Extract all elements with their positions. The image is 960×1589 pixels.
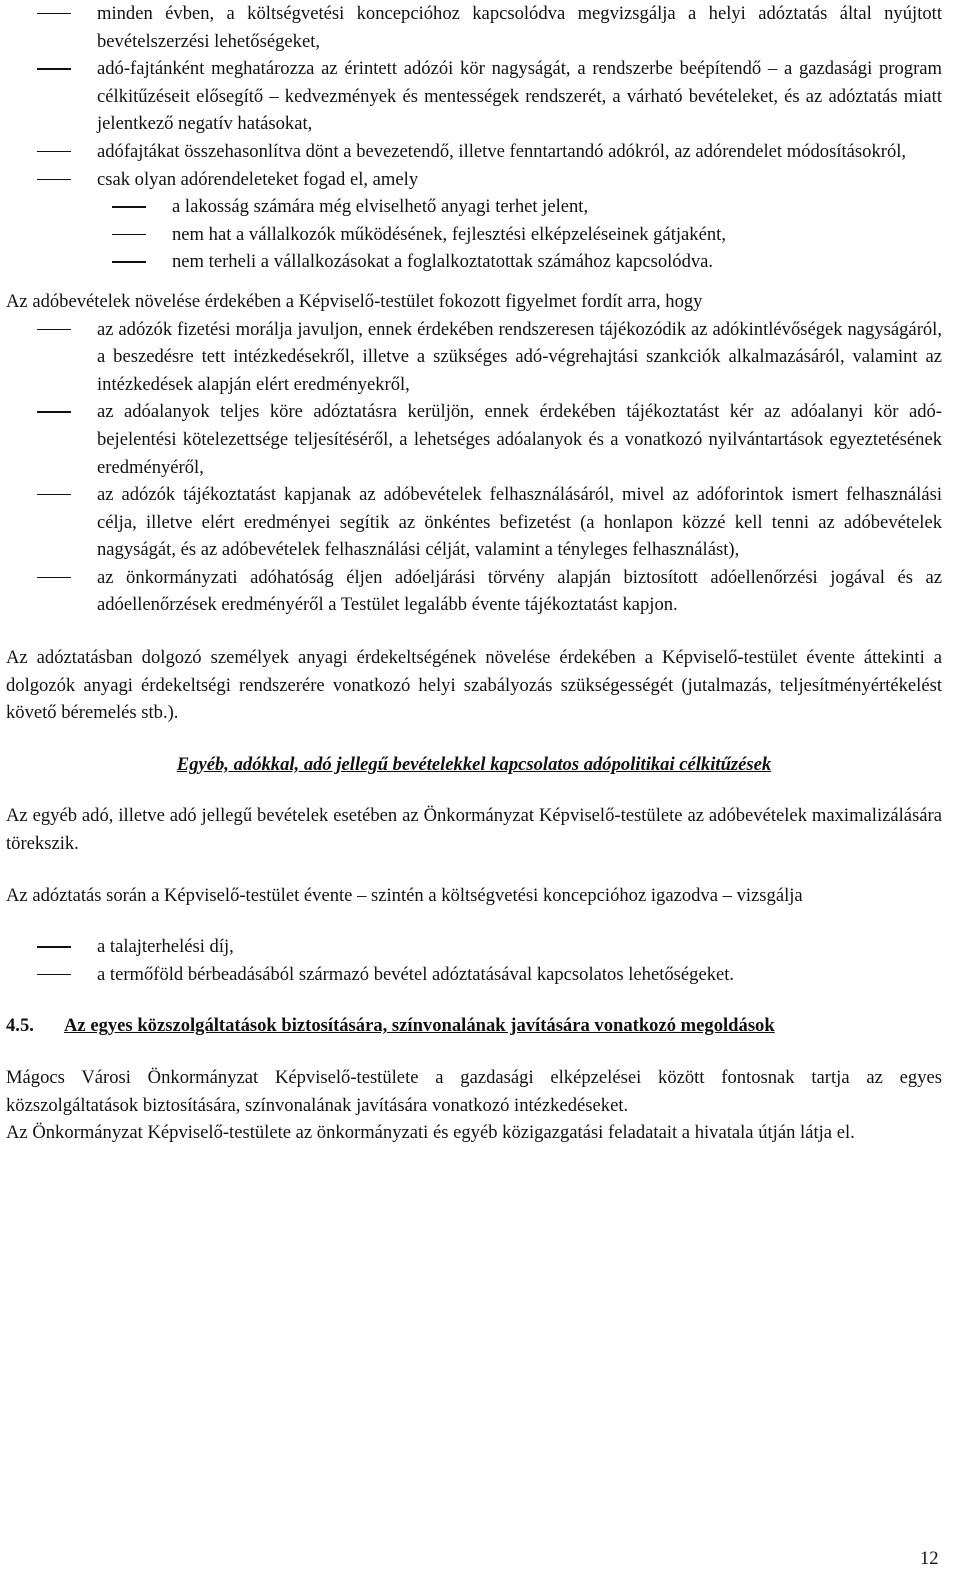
list-item: az adózók fizetési morálja javuljon, ennek érdekében rendszeresen tájékozódik az adókintlévőségek nagyságáról, a beszedésre tett intézkedésekről, illetve a szükséges adó-végrehajtási szankciók alkalmazásáról, valamint az intézkedések alapján elért eredményekről, (0, 316, 960, 399)
section-heading (0, 1012, 960, 1040)
sub-list-item: a lakosság számára még elviselhető anyagi terhet jelent, (0, 193, 960, 221)
section-heading-text: Az egyes közszolgáltatások biztosítására, színvonalának javítására vonatkozó megoldások (64, 1015, 775, 1037)
list-item: adófajtákat összehasonlítva dönt a bevezetendő, illetve fenntartandó adókról, az adórendelet módosításokról, (0, 138, 960, 166)
paragraph: Az adóztatás során a Képviselő-testület évente – szintén a költségvetési koncepcióhoz igazodva – vizsgálja (6, 884, 803, 906)
list-item: az önkormányzati adóhatóság éljen adóeljárási törvény alapján biztosított adóellenőrzési jogával és az adóellenőrzések eredményéről a Testület legalább évente tájékoztatást kapjon. (0, 564, 960, 619)
list-item: csak olyan adórendeleteket fogad el, amely (0, 166, 960, 194)
list-item: a talajterhelési díj, (0, 933, 960, 961)
list-item: a termőföld bérbeadásából származó bevétel adóztatásával kapcsolatos lehetőségeket. (0, 961, 960, 989)
sub-list-item: nem terheli a vállalkozásokat a foglalkoztatottak számához kapcsolódva. (0, 248, 960, 276)
list-item: minden évben, a költségvetési koncepcióhoz kapcsolódva megvizsgálja a helyi adóztatás által nyújtott bevételszerzési lehetőségeket, (0, 0, 960, 55)
paragraph: Az egyéb adó, illetve adó jellegű bevételek esetében az Önkormányzat Képviselő-testülete az adóbevételek maximalizálására törekszik. (6, 805, 942, 855)
section-number: 4.5. (6, 1015, 34, 1037)
section-title: Egyéb, adókkal, adó jellegű bevételekkel kapcsolatos adópolitikai célkitűzések (176, 753, 772, 775)
sub-list-item: nem hat a vállalkozók működésének, fejlesztési elképzeléseinek gátjaként, (0, 221, 960, 249)
paragraph: Az Önkormányzat Képviselő-testülete az önkormányzati és egyéb közigazgatási feladatait a hivatala útján látja el. (6, 1122, 855, 1144)
paragraph: Az adóbevételek növelése érdekében a Képviselő-testület fokozott figyelmet fordít arra, hogy (6, 290, 703, 312)
list-item: az adóalanyok teljes köre adóztatásra kerüljön, ennek érdekében tájékoztatást kér az adóalanyi kör adó-bejelentési kötelezettsége teljesítéséről, a lehetséges adóalanyok és a vonatkozó nyilvántartások egyeztetésének eredményéről, (0, 398, 960, 481)
page-number: 12 (920, 1548, 939, 1569)
paragraph: Az adóztatásban dolgozó személyek anyagi érdekeltségének növelése érdekében a Képviselő-testület évente áttekinti a dolgozók anyagi érdekeltségi rendszerére vonatkozó helyi szabályozás szükségességét (jutalmazás, teljesítményértékelést követő béremelés stb.). (6, 647, 942, 724)
list-item: az adózók tájékoztatást kapjanak az adóbevételek felhasználásáról, mivel az adóforintok ismert felhasználási célja, illetve elért eredményei segítik az önkéntes befizetést (a honlapon közzé kell tenni az adóbevételek nagyságát, és az adóbevételek felhasználási célját, valamint a tényleges felhasználást), (0, 481, 960, 564)
list-item: adó-fajtánként meghatározza az érintett adózói kör nagyságát, a rendszerbe beépítendő – a gazdasági program célkitűzéseit elősegítő – kedvezmények és mentességek rendszerét, a várható bevételeket, és az adóztatás miatt jelentkező negatív hatásokat, (0, 55, 960, 138)
paragraph: Mágocs Városi Önkormányzat Képviselő-testülete a gazdasági elképzelései között fontosnak tartja az egyes közszolgáltatások biztosítására, színvonalának javítására vonatkozó intézkedéseket. (6, 1067, 942, 1116)
